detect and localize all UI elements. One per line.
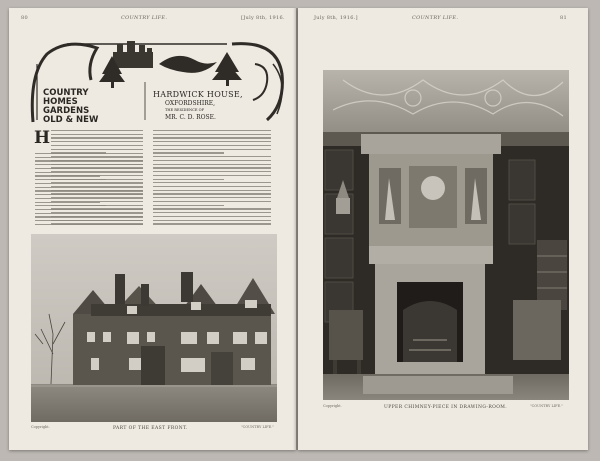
text-line — [153, 130, 271, 131]
text-line — [35, 213, 143, 214]
left-running-head: COUNTRY LIFE. — [121, 15, 168, 21]
text-line — [153, 201, 271, 202]
text-line — [35, 175, 100, 176]
series-title-line-2: HOMES — [43, 97, 78, 107]
text-line — [153, 193, 271, 194]
left-photo-credit-mark: "COUNTRY LIFE." — [241, 425, 274, 429]
text-line — [35, 224, 143, 225]
text-line — [35, 168, 143, 169]
left-text-column-2 — [153, 130, 271, 230]
text-line — [153, 152, 224, 153]
text-line — [51, 137, 143, 138]
text-line — [153, 160, 271, 161]
text-line — [51, 134, 143, 135]
text-line — [35, 187, 143, 188]
text-line — [153, 190, 271, 191]
left-photo-credit: Copyright. — [31, 425, 50, 429]
right-date: July 8th, 1916.] — [314, 15, 358, 21]
right-running-head: COUNTRY LIFE. — [412, 15, 459, 21]
text-line — [153, 164, 271, 165]
left-page — [9, 8, 296, 450]
right-page — [298, 8, 588, 450]
text-line — [35, 205, 143, 206]
residence-line: THE RESIDENCE OF — [165, 108, 205, 112]
text-line — [35, 198, 143, 199]
text-line — [153, 156, 271, 157]
text-line — [153, 223, 271, 224]
left-date: [July 8th, 1916. — [241, 15, 285, 21]
text-line — [35, 202, 100, 203]
right-page-number: 81 — [560, 15, 567, 21]
text-line — [153, 179, 224, 180]
east-front-photo — [31, 234, 277, 422]
right-photo-caption: UPPER CHIMNEY-PIECE IN DRAWING-ROOM. — [384, 405, 508, 410]
text-line — [35, 157, 143, 158]
text-line — [35, 216, 143, 217]
text-line — [153, 205, 224, 206]
drop-cap: H — [34, 128, 51, 148]
text-line — [153, 212, 271, 213]
article-masthead — [27, 34, 289, 126]
text-line — [35, 172, 143, 173]
text-line — [153, 197, 271, 198]
text-line — [35, 179, 143, 180]
right-photo-credit-mark: "COUNTRY LIFE." — [530, 404, 563, 408]
text-line — [153, 171, 271, 172]
text-line — [35, 164, 143, 165]
county: OXFORDSHIRE, — [165, 100, 216, 107]
house-name: HARDWICK HOUSE, — [153, 90, 243, 99]
text-line — [35, 183, 143, 184]
text-line — [51, 141, 143, 142]
text-line — [153, 186, 271, 187]
text-line — [153, 167, 271, 168]
left-photo-caption: PART OF THE EAST FRONT. — [113, 426, 188, 431]
text-line — [35, 209, 143, 210]
text-line — [35, 220, 143, 221]
text-line — [153, 141, 271, 142]
text-line — [51, 149, 143, 150]
text-line — [51, 145, 143, 146]
text-line — [153, 137, 271, 138]
owner-name: MR. C. D. ROSE. — [165, 114, 216, 121]
text-line — [153, 220, 271, 221]
series-title-line-1: COUNTRY — [43, 88, 89, 98]
text-line — [153, 216, 271, 217]
magazine-spread — [9, 8, 591, 453]
series-title-line-4: OLD & NEW — [43, 115, 99, 125]
text-line — [51, 130, 143, 131]
text-line — [153, 208, 271, 209]
text-line — [35, 153, 143, 154]
left-text-column-1b — [35, 153, 143, 230]
text-line — [153, 149, 271, 150]
text-line — [35, 190, 143, 191]
text-line — [153, 182, 271, 183]
text-line — [35, 160, 143, 161]
text-line — [153, 145, 271, 146]
right-photo-credit: Copyright. — [323, 404, 342, 408]
text-line — [35, 194, 143, 195]
text-line — [153, 175, 271, 176]
series-title-line-3: GARDENS — [43, 106, 90, 116]
chimney-piece-photo — [323, 70, 569, 400]
left-page-number: 80 — [21, 15, 28, 21]
text-line — [153, 134, 271, 135]
